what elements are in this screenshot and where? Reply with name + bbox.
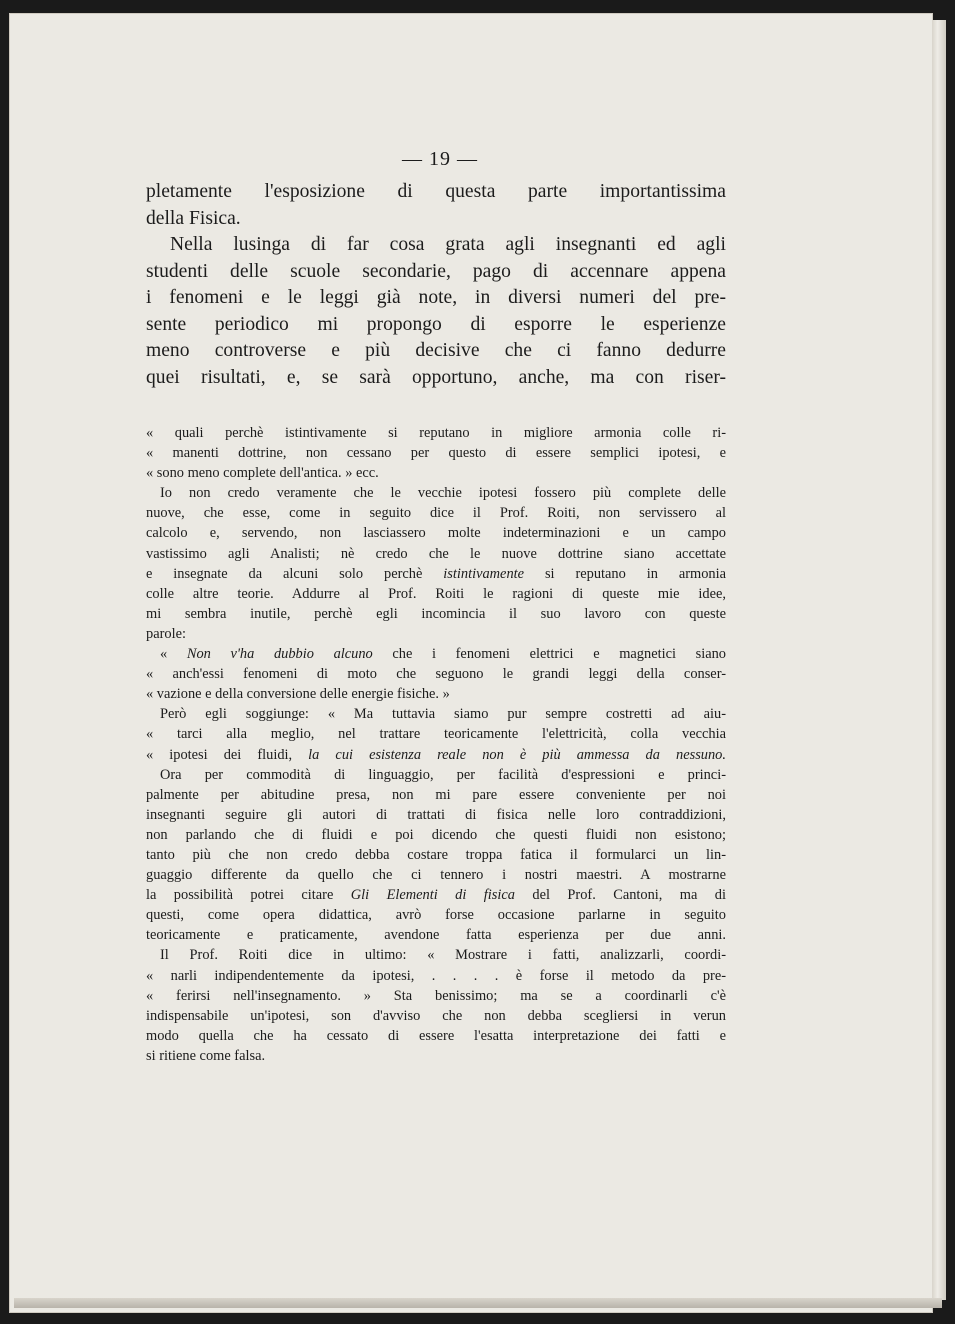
footnote-line: palmente per abitudine presa, non mi pare essere conveniente per noi (146, 786, 726, 803)
footnote-line: insegnanti seguire gli autori di trattati di fisica nelle loro contraddizioni, (146, 806, 726, 823)
footnote-line: tanto più che non credo debba costare troppa fatica il formularci un lin- (146, 846, 726, 863)
footnote-fragment: che i fenomeni elettrici e magnetici siano (392, 646, 726, 663)
footnote-fragment: e insegnate da alcuni solo perchè (146, 565, 423, 582)
page-number: — 19 — (402, 148, 478, 170)
footnote-line: « anch'essi fenomeni di moto che seguono le grandi leggi della conser- (146, 666, 726, 683)
main-line: Nella lusinga di far cosa grata agli insegnanti ed agli (170, 234, 726, 255)
footnote-italic: la cui esistenza reale non è più ammessa da nessuno. (308, 746, 726, 763)
main-line: meno controverse e più decisive che ci fanno dedurre (146, 340, 726, 361)
footnote-italic: Gli Elementi di fisica (350, 887, 515, 904)
main-line: sente periodico mi propongo di esporre le esperienze (146, 313, 726, 335)
footnote-line: parole: (146, 625, 186, 642)
page-bottom-edge (14, 1298, 942, 1308)
footnote-line: Ora per commodità di linguaggio, per facilità d'espressioni e princi- (160, 766, 726, 783)
footnote-line: colle altre teorie. Addurre al Prof. Roiti le ragioni di queste mie idee, (146, 585, 726, 602)
main-line: pletamente l'esposizione di questa parte importantissima (146, 181, 726, 202)
footnote-line: « tarci alla meglio, nel trattare teoricamente l'elettricità, colla vecchia (146, 726, 726, 743)
footnote-line: « vazione e della conversione delle energie fisiche. » (146, 686, 450, 703)
footnote-line: calcolo e, servendo, non lasciassero molte indeterminazioni e un campo (146, 525, 726, 542)
main-line: studenti delle scuole secondarie, pago di accennare appena (146, 260, 726, 282)
main-text (146, 179, 726, 391)
footnote-line: « sono meno complete dell'antica. » ecc. (146, 465, 379, 482)
footnote (146, 423, 726, 1066)
footnote-line: « narli indipendentemente da ipotesi, . . . . è forse il metodo da pre- (146, 967, 726, 984)
footnote-line: mi sembra inutile, perchè egli incomincia il suo lavoro con queste (146, 605, 726, 622)
footnote-fragment: « ipotesi dei fluidi, (146, 746, 293, 763)
footnote-fragment: la possibilità potrei citare (146, 887, 334, 904)
footnote-fragment: si reputano in armonia (544, 565, 726, 582)
footnote-line: non parlando che di fluidi e poi dicendo che questi fluidi non esistono; (146, 826, 726, 843)
main-line: della Fisica. (146, 207, 241, 229)
footnote-line: Il Prof. Roiti dice in ultimo: « Mostrare i fatti, analizzarli, coordi- (160, 947, 726, 964)
page-edge (932, 20, 946, 1300)
footnote-line: nuove, che esse, come in seguito dice il Prof. Roiti, non servissero al (146, 505, 726, 522)
footnote-italic: Non v'ha dubbio alcuno (186, 646, 373, 663)
footnote-line (146, 564, 726, 584)
footnote-line: « quali perchè istintivamente si reputano in migliore armonia colle ri- (146, 425, 726, 441)
footnote-line: si ritiene come falsa. (146, 1047, 266, 1064)
footnote-line: teoricamente e praticamente, avendone fatta esperienza per due anni. (146, 927, 726, 944)
page-content (146, 148, 726, 1066)
footnote-line: questi, come opera didattica, avrò forse occasione parlarne in seguito (146, 907, 726, 924)
footnote-line: vastissimo agli Analisti; nè credo che le nuove dottrine siano accettate (146, 545, 726, 562)
footnote-line (146, 745, 726, 765)
main-line: quei risultati, e, se sarà opportuno, anche, ma con riser- (146, 366, 726, 388)
footnote-line: modo quella che ha cessato di essere l'esatta interpretazione dei fatti e (146, 1027, 726, 1044)
footnote-fragment: « (160, 646, 168, 663)
footnote-fragment: del Prof. Cantoni, ma di (532, 887, 727, 904)
footnote-line: « ferirsi nell'insegnamento. » Sta benissimo; ma se a coordinarli c'è (146, 987, 726, 1004)
footnote-line (146, 644, 726, 664)
footnote-line: Io non credo veramente che le vecchie ipotesi fossero più complete delle (160, 485, 726, 502)
footnote-line: « manenti dottrine, non cessano per questo di essere semplici ipotesi, e (146, 445, 726, 462)
footnote-line: Però egli soggiunge: « Ma tuttavia siamo pur sempre costretti ad aiu- (160, 706, 726, 723)
footnote-line: indispensabile un'ipotesi, son d'avviso che non debba scegliersi in verun (146, 1007, 726, 1024)
footnote-italic: istintivamente (443, 565, 525, 582)
footnote-line (146, 885, 726, 905)
main-line: i fenomeni e le leggi già note, in diversi numeri del pre- (146, 287, 726, 308)
footnote-line: guaggio differente da quello che ci tennero i nostri maestri. A mostrarne (146, 867, 726, 884)
